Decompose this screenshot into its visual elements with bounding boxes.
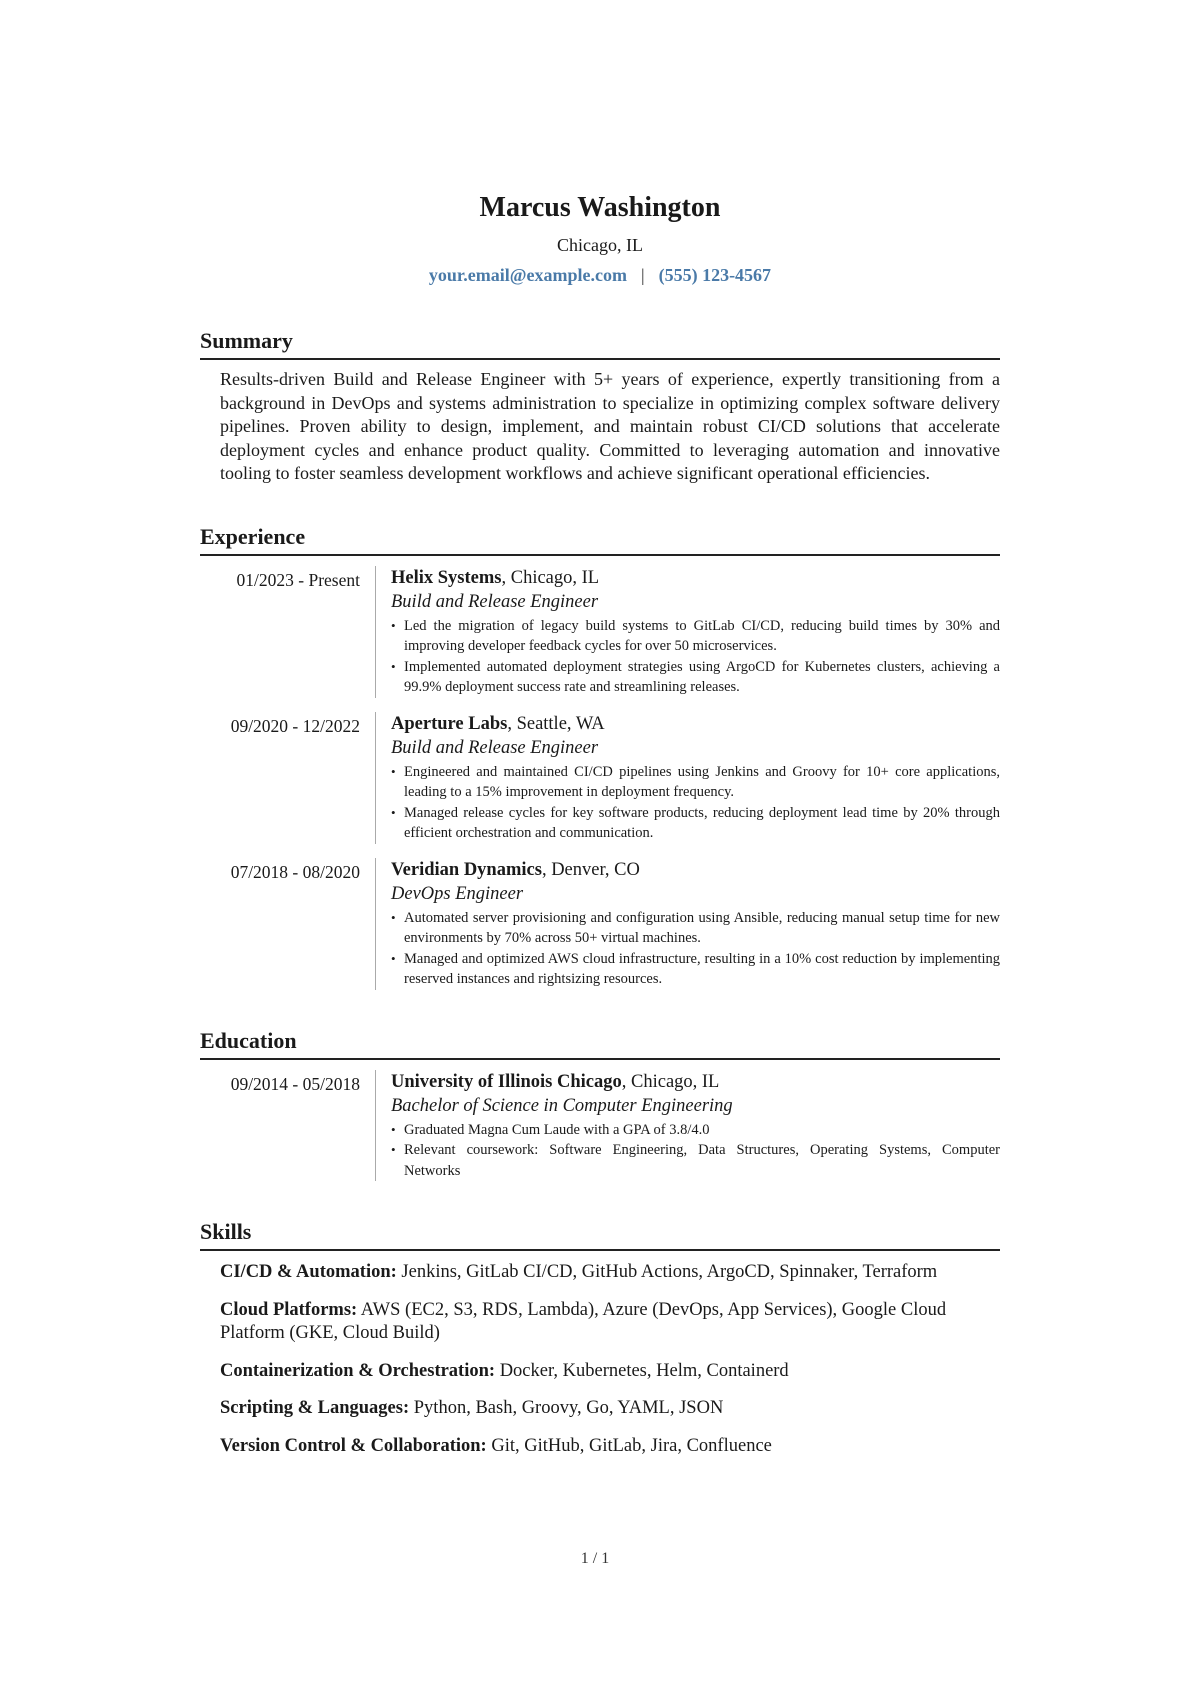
entry-body xyxy=(375,1070,1000,1182)
entry-body xyxy=(375,566,1000,698)
entry-company: Helix Systems xyxy=(391,567,502,588)
entry-heading xyxy=(391,566,1000,590)
entry-location: , Seattle, WA xyxy=(507,713,605,734)
skill-row xyxy=(220,1299,1000,1346)
experience-entry xyxy=(200,858,1000,990)
skill-value: AWS (EC2, S3, RDS, Lambda), Azure (DevOps, App Services), Google Cloud Platform (GKE, Cloud Build) xyxy=(220,1299,947,1343)
bullet-item: • Managed and optimized AWS cloud infrastructure, resulting in a 10% cost reduction by implementing reserved instances and rightsizing resources. xyxy=(391,949,1000,990)
skill-label: Containerization & Orchestration: xyxy=(220,1360,496,1381)
bullet-item: • Managed release cycles for key software products, reducing deployment lead time by 20% through efficient orchestration and communication. xyxy=(391,803,1000,844)
skill-row xyxy=(220,1261,1000,1285)
bullet-item: • Automated server provisioning and configuration using Ansible, reducing manual setup time for new environments by 70% across 50+ virtual machines. xyxy=(391,908,1000,949)
bullet-item: • Relevant coursework: Software Engineering, Data Structures, Operating Systems, Computer Networks xyxy=(391,1140,1000,1181)
education-entry xyxy=(200,1070,1000,1182)
education-title: Education xyxy=(200,1026,1000,1060)
entry-location: , Chicago, IL xyxy=(501,567,600,588)
skill-row xyxy=(220,1435,1000,1459)
entry-role: Build and Release Engineer xyxy=(391,591,599,612)
resume-header xyxy=(200,190,1000,288)
entry-body xyxy=(375,712,1000,844)
entry-date: 09/2014 - 05/2018 xyxy=(230,1073,360,1094)
summary-title: Summary xyxy=(200,326,1000,360)
entry-heading xyxy=(391,712,1000,736)
entry-location: , Chicago, IL xyxy=(621,1071,720,1092)
skill-value: Git, GitHub, GitLab, Jira, Confluence xyxy=(486,1435,772,1456)
experience-title: Experience xyxy=(200,522,1000,556)
skill-value: Jenkins, GitLab CI/CD, GitHub Actions, ArgoCD, Spinnaker, Terraform xyxy=(396,1262,938,1282)
page-number: 1 / 1 xyxy=(580,1550,610,1567)
entry-heading xyxy=(391,858,1000,882)
email-link[interactable]: your.email@example.com xyxy=(428,265,627,285)
bullet-item: • Graduated Magna Cum Laude with a GPA of 3.8/4.0 xyxy=(391,1120,1000,1141)
entry-body xyxy=(375,858,1000,990)
bullet-item: • Implemented automated deployment strategies using ArgoCD for Kubernetes clusters, achieving a 99.9% deployment success rate and streamlining releases. xyxy=(391,657,1000,698)
skill-value: Docker, Kubernetes, Helm, Containerd xyxy=(495,1360,789,1381)
phone-link[interactable]: (555) 123-4567 xyxy=(658,265,772,285)
entry-degree: Bachelor of Science in Computer Engineering xyxy=(391,1095,733,1116)
skill-row xyxy=(220,1360,1000,1384)
skills-section xyxy=(200,1217,1000,1458)
skill-label: Cloud Platforms: xyxy=(220,1299,358,1320)
experience-section xyxy=(200,522,1000,990)
skill-row xyxy=(220,1397,1000,1421)
summary-section xyxy=(200,326,1000,486)
skill-label: CI/CD & Automation: xyxy=(220,1262,397,1282)
summary-text: Results-driven Build and Release Engineer with 5+ years of experience, expertly transitioning from a background in DevOps and systems administration to specialize in optimizing complex software delivery pipelines. Proven ability to design, implement, and maintain robust CI/CD solutions that accelerate deployment cycles and enhance product quality. Committed to leveraging automation and innovative tooling to foster seamless development workflows and achieve significant operational efficiencies. xyxy=(220,369,1000,483)
entry-role: DevOps Engineer xyxy=(391,883,524,904)
entry-location: , Denver, CO xyxy=(541,859,640,880)
skills-title: Skills xyxy=(200,1217,1000,1251)
entry-date: 01/2023 - Present xyxy=(236,569,360,590)
bullet-item: • Engineered and maintained CI/CD pipelines using Jenkins and Groovy for 10+ core applications, leading to a 15% improvement in deployment frequency. xyxy=(391,762,1000,803)
experience-entry xyxy=(200,712,1000,844)
resume-page xyxy=(200,0,1000,1458)
experience-entry xyxy=(200,566,1000,698)
candidate-location: Chicago, IL xyxy=(557,235,643,255)
entry-bullets xyxy=(391,1120,1000,1182)
entry-company: Aperture Labs xyxy=(391,713,508,734)
bullet-item: • Led the migration of legacy build systems to GitLab CI/CD, reducing build times by 30% and improving developer feedback cycles for over 50 microservices. xyxy=(391,616,1000,657)
entry-date: 09/2020 - 12/2022 xyxy=(230,715,360,736)
skill-value: Python, Bash, Groovy, Go, YAML, JSON xyxy=(409,1398,724,1418)
contact-separator: | xyxy=(640,265,645,285)
candidate-name: Marcus Washington xyxy=(479,192,721,223)
skill-label: Version Control & Collaboration: xyxy=(220,1435,487,1456)
entry-date: 07/2018 - 08/2020 xyxy=(230,861,360,882)
entry-role: Build and Release Engineer xyxy=(391,737,599,758)
entry-company: Veridian Dynamics xyxy=(391,859,542,880)
entry-school: University of Illinois Chicago xyxy=(391,1071,622,1092)
entry-bullets xyxy=(391,908,1000,990)
skill-label: Scripting & Languages: xyxy=(220,1398,410,1418)
entry-bullets xyxy=(391,616,1000,698)
contact-line xyxy=(200,262,1000,288)
entry-bullets xyxy=(391,762,1000,844)
entry-heading xyxy=(391,1070,1000,1094)
education-section xyxy=(200,1026,1000,1182)
